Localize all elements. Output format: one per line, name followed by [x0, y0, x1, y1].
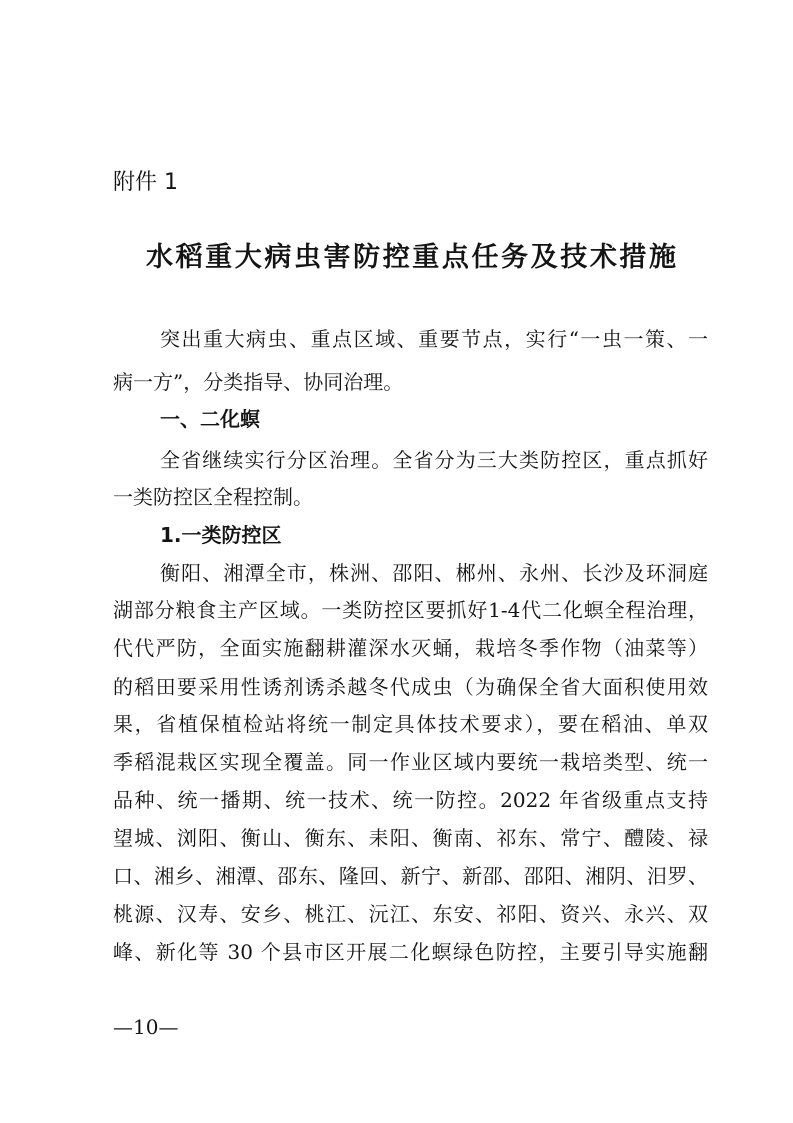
body-line: 桃源、汉寿、安乡、桃江、沅江、东安、祁阳、资兴、永兴、双	[113, 902, 708, 926]
intro-line: 病一方”，分类指导、协同治理。	[113, 370, 404, 394]
document-title: 水稻重大病虫害防控重点任务及技术措施	[146, 242, 676, 273]
body-line: 峰、新化等 30 个县市区开展二化螟绿色防控，主要引导实施翻	[113, 940, 708, 964]
body-line: 望城、浏阳、衡山、衡东、耒阳、衡南、祁东、常宁、醴陵、禄	[113, 826, 708, 850]
section-intro-line: 全省继续实行分区治理。全省分为三大类防控区，重点抓好	[160, 448, 708, 472]
subsection-heading: 1.一类防控区	[160, 523, 282, 547]
body-line: 衡阳、湘潭全市，株洲、邵阳、郴州、永州、长沙及环洞庭	[160, 561, 708, 585]
body-line: 代代严防，全面实施翻耕灌深水灭蛹，栽培冬季作物（油菜等）	[113, 636, 708, 660]
section-heading: 一、二化螟	[160, 407, 260, 431]
body-line: 品种、统一播期、统一技术、统一防控。2022 年省级重点支持	[113, 788, 708, 812]
body-line: 果，省植保植检站将统一制定具体技术要求），要在稻油、单双	[113, 712, 708, 736]
section-intro-line: 一类防控区全程控制。	[113, 485, 313, 509]
body-line: 湖部分粮食主产区域。一类防控区要抓好1-4代二化螟全程治理，	[113, 598, 708, 622]
intro-line: 突出重大病虫、重点区域、重要节点，实行“一虫一策、一	[160, 327, 708, 351]
page-number: —10—	[113, 1015, 179, 1039]
body-line: 的稻田要采用性诱剂诱杀越冬代成虫（为确保全省大面积使用效	[113, 675, 708, 699]
body-line: 口、湘乡、湘潭、邵东、隆回、新宁、新邵、邵阳、湘阴、汨罗、	[113, 864, 708, 888]
attachment-label: 附件 1	[113, 170, 178, 195]
body-line: 季稻混栽区实现全覆盖。同一作业区域内要统一栽培类型、统一	[113, 750, 708, 774]
